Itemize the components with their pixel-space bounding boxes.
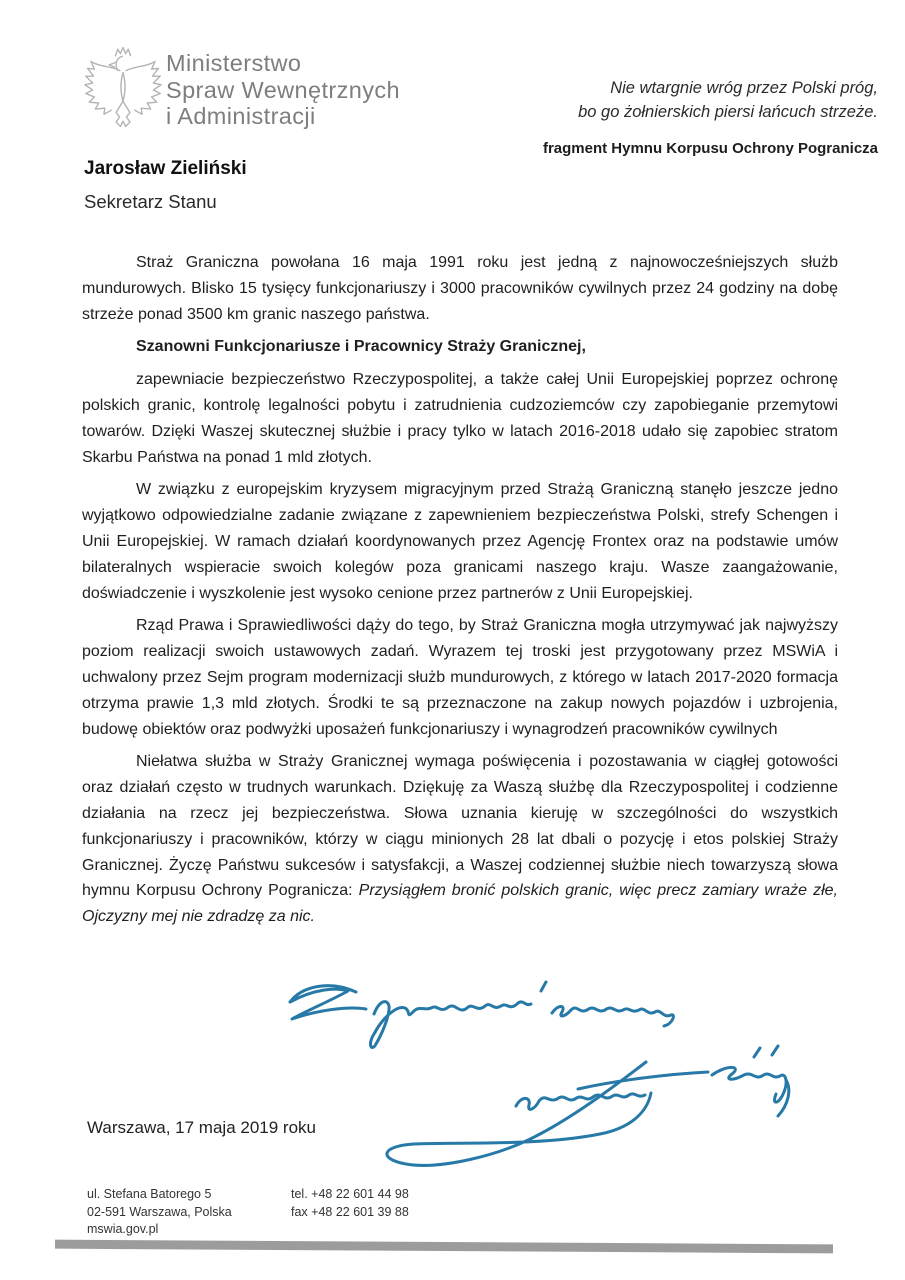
motto-line-2: bo go żołnierskich piersi łańcuch strzeże. [578,103,878,121]
paragraph-1: Straż Graniczna powołana 16 maja 1991 roku jest jedną z najnowocześniejszych służb mundurowych. Blisko 15 tysięcy funkcjonariuszy i 3000 pracowników cywilnych przez 24 godziny na dobę strzeże ponad 3500 km granic naszego państwa. [82,254,838,323]
footer-street: ul. Stefana Batorego 5 [87,1187,212,1201]
motto [578,76,878,124]
ministry-line-2: Spraw Wewnętrznych [166,76,401,103]
handwritten-closing-apostrophe-stroke [541,982,546,991]
polish-eagle-emblem-icon [84,44,162,136]
paragraph-5-quote: Przysiągłem bronić polskich granic, więc precz zamiary wraże złe, Ojczyzny mej nie zdradzę za nic. [82,882,838,926]
sender-block [84,158,247,213]
motto-line-1: Nie wtargnie wróg przez Polski próg, [610,79,878,97]
handwritten-name-accent2-stroke [772,1046,778,1055]
handwritten-closing-word1-stroke [370,1002,531,1048]
footer-fax: fax +48 22 601 39 88 [291,1204,409,1219]
ministry-line-3: i Administracji [166,103,316,129]
paragraph-3: W związku z europejskim kryzysem migracyjnym przed Strażą Graniczną stanęło jeszcze jedno wyjątkowo odpowiedzialne zadanie związane z zapewnieniem bezpieczeństwa Polski, strefy Schengen i Unii Europejskiej. W ramach działań koordynowanych przez Agencję Frontex oraz na podstawie umów bilateralnych wspieracie swoich kolegów poza granicami naszego kraju. Wasze zaangażowanie, doświadczenie i wyszkolenie jest wysoko cenione przez partnerów z Unii Europejskiej. [82,481,838,602]
footer-phone: tel. +48 22 601 44 98 [291,1187,409,1201]
handwritten-name-last-stroke [712,1067,786,1102]
dateline: Warszawa, 17 maja 2019 roku [87,1118,316,1137]
footer-bar [55,1240,833,1254]
handwritten-name-first-stroke [516,1094,645,1110]
paragraph-4: Rząd Prawa i Sprawiedliwości dąży do tego, by Straż Graniczna mogła utrzymywać jak najwyższy poziom realizacji swoich ustawowych zadań. Wyrazem tej troski jest przygotowany przez MSWiA i uchwalony przez Sejm program modernizacji służb mundurowych, z którego w latach 2017-2020 formacja otrzyma prawie 1,3 mld złotych. Środki te są przeznaczone na zakup nowych pojazdów i uzbrojenia, budowę obiektów oraz podwyżki uposażeń funkcjonariuszy i wynagrodzeń pracowników cywilnych [82,617,838,738]
handwritten-closing-z-stroke [290,986,366,1019]
handwritten-name-j-flourish-stroke [387,1062,651,1165]
footer-contact [291,1186,409,1221]
salutation: Szanowni Funkcjonariusze i Pracownicy Straży Granicznej, [136,338,586,356]
footer-website: mswia.gov.pl [87,1222,159,1236]
motto-source: fragment Hymnu Korpusu Ochrony Pogranicza [542,140,878,157]
paragraph-2: zapewniacie bezpieczeństwo Rzeczypospolitej, a także całej Unii Europejskiej poprzez ochronę polskich granic, kontrolę legalności pobytu i zatrudnienia cudzoziemców czy zapobieganie przemytowi towarów. Dzięki Waszej skutecznej służbie i pracy tylko w latach 2016-2018 udało się zapobiec stratom Skarbu Państwa na ponad 1 mld złotych. [82,371,838,466]
handwritten-closing-word2-stroke [552,1007,673,1027]
paragraph-5 [82,749,838,930]
handwritten-signature-block [278,972,812,1180]
sender-title: Sekretarz Stanu [84,191,217,212]
handwritten-name-crossbar-stroke [578,1072,708,1089]
footer-city: 02-591 Warszawa, Polska [87,1204,232,1219]
letter-body [82,250,838,937]
ministry-logotype [166,50,400,130]
sender-name: Jarosław Zieliński [84,158,247,179]
paragraph-5-text: Niełatwa służba w Straży Granicznej wymaga poświęcenia i pozostawania w ciągłej gotowości oraz działań często w trudnych warunkach. Dziękuję za Waszą służbę dla Rzeczypospolitej i codzienne działania na rzecz jej bezpieczeństwa. Słowa uznania kieruję w szczególności do wszystkich funkcjonariuszy i pracowników, którzy w ciągu minionych 28 lat dbali o pozycję i etos polskiej Straży Granicznej. Życzę Państwu sukcesów i satysfakcji, a Waszej codziennej służbie niech towarzyszą słowa hymnu Korpusu Ochrony Pogranicza: [82,753,838,900]
handwritten-name-accent1-stroke [754,1048,760,1057]
footer-address [87,1186,232,1239]
ministry-line-1: Ministerstwo [166,50,302,76]
